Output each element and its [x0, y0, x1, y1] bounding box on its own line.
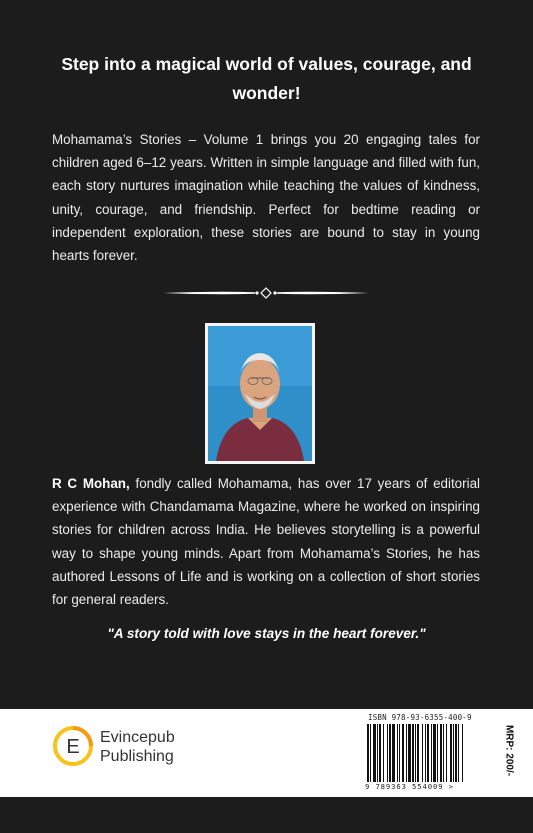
barcode-bar — [455, 724, 457, 782]
author-bio — [52, 472, 480, 611]
author-name: R C Mohan, — [52, 476, 130, 491]
barcode-bar — [412, 724, 414, 782]
ean-digits: 9 789363 554009 > — [365, 782, 454, 791]
barcode-bar — [458, 724, 459, 782]
barcode-bar — [446, 724, 447, 782]
barcode-bar — [389, 724, 391, 782]
barcode-bar — [370, 724, 371, 782]
barcode-bar — [392, 724, 395, 782]
author-bio-text: fondly called Mohamama, has over 17 years of editorial experience with Chandamama Magazine, where he worked on inspiring stories for children across India. He believes storytelling is a powerful way to shape young minds. Apart from Mohamama’s Stories, he has authored Lessons of Life and is working on a collection of short stories for general readers. — [52, 476, 480, 608]
barcode-bar — [387, 724, 388, 782]
barcode-bar — [440, 724, 442, 782]
barcode-box — [356, 712, 516, 794]
mrp-text: MRP: 200/- — [503, 724, 515, 777]
barcode-bar — [379, 724, 381, 782]
barcode-bar — [425, 724, 426, 782]
barcode-bar — [399, 724, 400, 782]
bottom-band — [0, 797, 533, 833]
book-blurb: Mohamama’s Stories – Volume 1 brings you 20 engaging tales for children aged 6–12 years. Written in simple language and filled with fun, each story nurtures imagination while teaching the values of kindness, unity, courage, and friendship. Perfect for bedtime reading or independent exploration, these stories are bound to stay in young hearts forever. — [52, 132, 480, 264]
barcode-bar — [433, 724, 436, 782]
mrp-label — [501, 725, 515, 785]
barcode-bar — [367, 724, 369, 782]
barcode-bar — [462, 724, 463, 782]
logo-letter: E — [66, 736, 80, 758]
barcode-bar — [402, 724, 404, 782]
barcode-bar — [453, 724, 454, 782]
barcode-bar — [427, 724, 429, 782]
barcode-bar — [408, 724, 411, 782]
author-photo-frame — [205, 323, 315, 464]
publisher-logo — [52, 725, 212, 783]
barcode-bar — [406, 724, 407, 782]
barcode-bar — [443, 724, 444, 782]
barcode-bar — [450, 724, 452, 782]
evincepub-logo-icon — [52, 725, 94, 767]
publisher-sub: Publishing — [100, 748, 174, 765]
barcode-bar — [383, 724, 384, 782]
isbn-label: ISBN 978-93-6355-400-9 — [368, 713, 472, 722]
publisher-name: Evincepub — [100, 729, 175, 746]
headline: Step into a magical world of values, courage, and wonder! — [61, 54, 472, 103]
barcode-bar — [431, 724, 432, 782]
barcode-bar — [415, 724, 416, 782]
author-portrait-icon — [208, 326, 312, 461]
barcode-bar — [397, 724, 398, 782]
barcode-icon — [366, 724, 492, 782]
barcode-bar — [422, 724, 423, 782]
ornament-divider-icon — [163, 285, 369, 301]
barcode-bar — [377, 724, 378, 782]
barcode-bar — [437, 724, 438, 782]
barcode-bar — [417, 724, 419, 782]
pull-quote: "A story told with love stays in the heart forever." — [107, 626, 426, 641]
barcode-bar — [373, 724, 376, 782]
